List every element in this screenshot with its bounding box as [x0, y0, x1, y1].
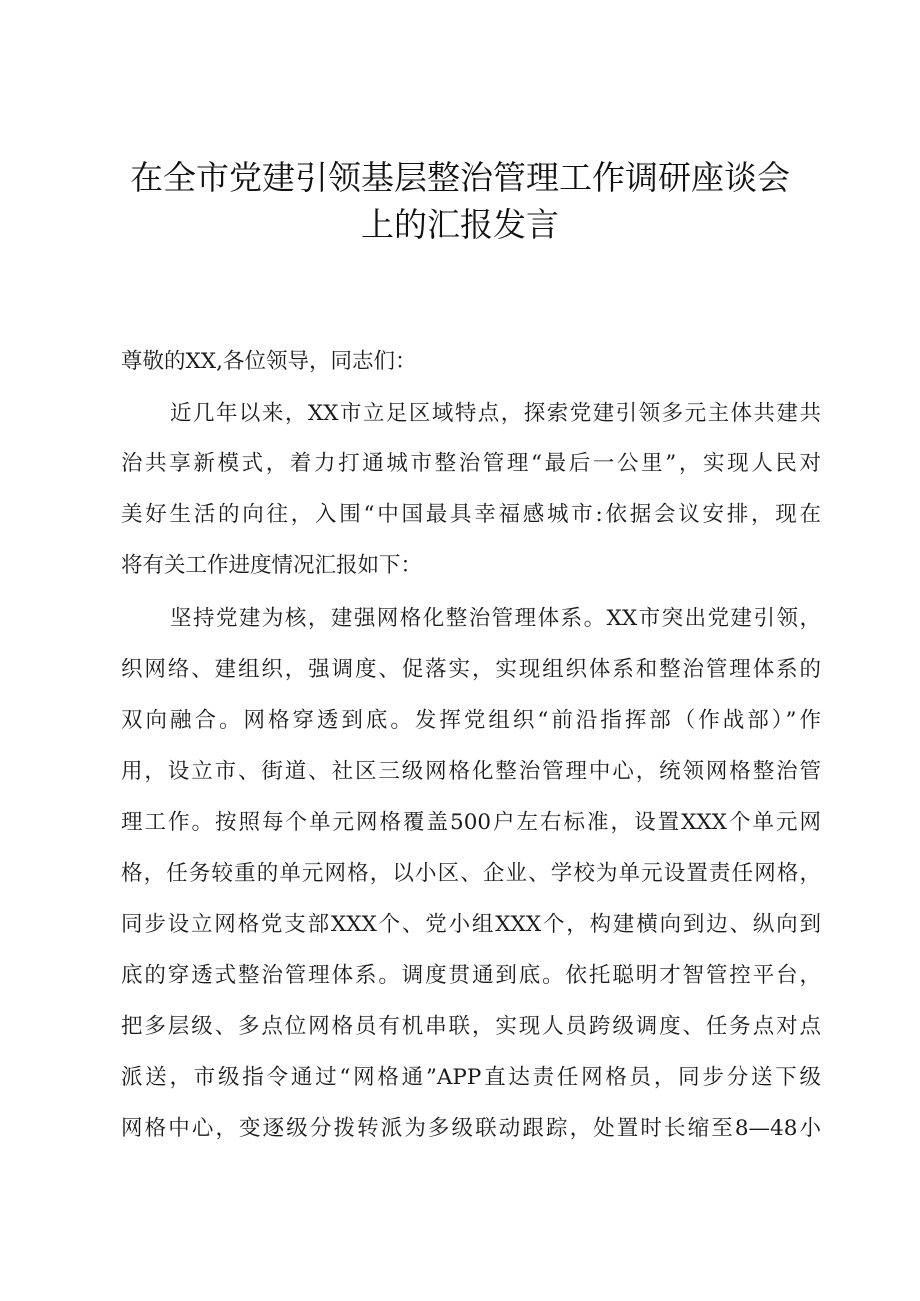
document-title-line-1: 在全市党建引领基层整治管理工作调研座谈会: [130, 158, 790, 197]
paragraph2-line-7: 同步设立网格党支部XXX个、党小组XXX个，构建横向到边、纵向到: [121, 912, 821, 937]
paragraph2-line-4: 用，设立市、街道、社区三级网格化整治管理中心，统领网格整治管: [121, 759, 821, 784]
paragraph1-line-2: 治共享新模式，着力打通城市整治管理“最后一公里”，实现人民对: [121, 451, 821, 476]
paragraph2-line-1: 坚持党建为核，建强网格化整治管理体系。XX市突出党建引领，: [170, 606, 821, 631]
paragraph1-line-1: 近几年以来，XX市立足区域特点，探索党建引领多元主体共建共: [170, 401, 821, 426]
paragraph2-line-3: 双向融合。网格穿透到底。发挥党组织“前沿指挥部（作战部）”作: [121, 708, 821, 733]
paragraph1-line-4: 将有关工作进度情况汇报如下：: [121, 553, 423, 578]
paragraph2-line-10: 派送，市级指令通过“网格通”APP直达责任网格员，同步分送下级: [121, 1065, 821, 1090]
paragraph2-line-5: 理工作。按照每个单元网格覆盖500户左右标准，设置XXX个单元网: [121, 810, 821, 835]
paragraph2-line-2: 织网络、建组织，强调度、促落实，实现组织体系和整治管理体系的: [121, 657, 821, 682]
paragraph2-line-6: 格，任务较重的单元网格，以小区、企业、学校为单元设置责任网格，: [121, 861, 821, 886]
paragraph2-line-9: 把多层级、多点位网格员有机串联，实现人员跨级调度、任务点对点: [121, 1014, 821, 1039]
paragraph2-line-11: 网格中心，变逐级分拨转派为多级联动跟踪，处置时长缩至8—48小: [121, 1116, 821, 1141]
document-title-line-2: 上的汇报发言: [361, 205, 559, 244]
greeting-line: 尊敬的XX,各位领导，同志们：: [121, 349, 417, 374]
paragraph1-line-3: 美好生活的向往，入围“中国最具幸福感城市:依据会议安排，现在: [121, 502, 821, 527]
paragraph2-line-8: 底的穿透式整治管理体系。调度贯通到底。依托聪明才智管控平台，: [121, 963, 821, 988]
